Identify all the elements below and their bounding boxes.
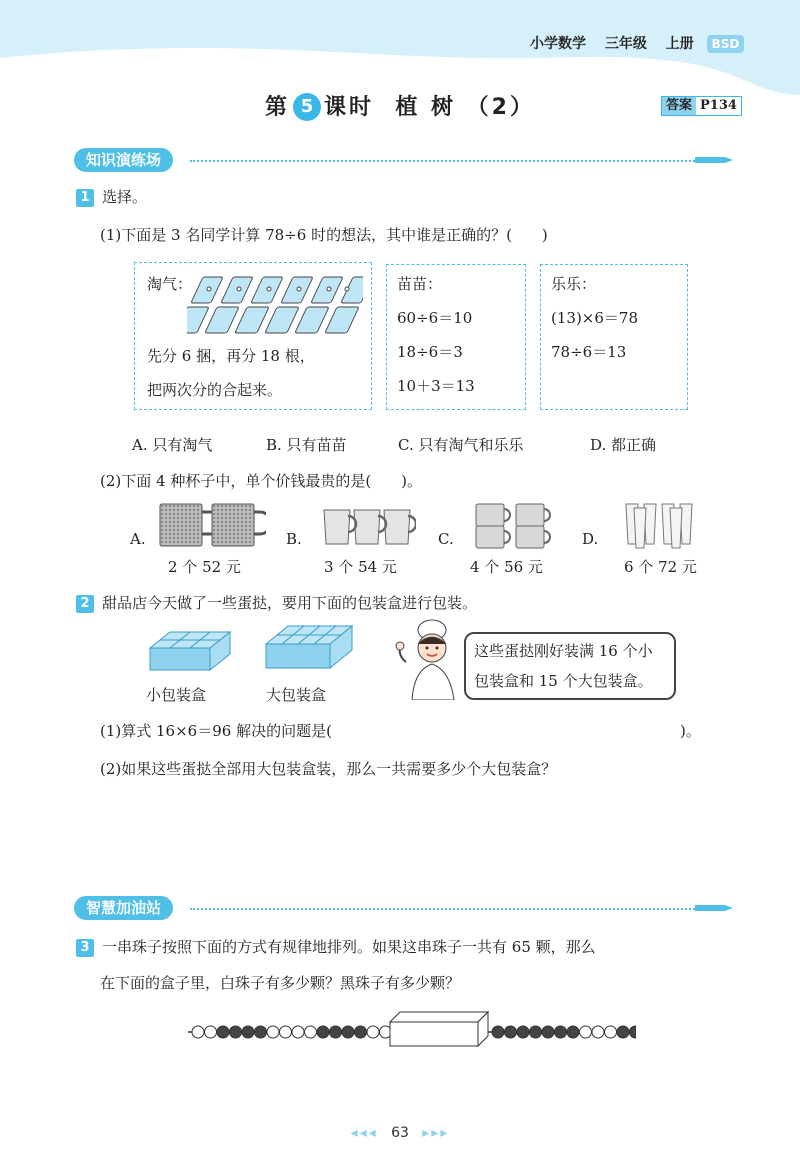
q2-stem xyxy=(76,592,477,613)
option-d[interactable]: D. 都正确 xyxy=(590,436,657,454)
taoqi-box xyxy=(134,262,372,410)
black-bead xyxy=(630,1026,637,1038)
black-bead xyxy=(530,1026,542,1038)
q3-line2: 在下面的盒子里，白珠子有多少颗？黑珠子有多少颗？ xyxy=(100,974,461,992)
q2-part2: (2)如果这些蛋挞全部用大包装盒装，那么一共需要多少个大包装盒？ xyxy=(100,760,557,778)
black-bead xyxy=(355,1026,367,1038)
mug-c-illustration xyxy=(470,500,562,552)
white-bead xyxy=(205,1026,217,1038)
q1-part1: (1)下面是 3 名同学计算 78÷6 时的想法，其中谁是正确的？( ) xyxy=(100,226,548,244)
lele-eq2: 78÷6＝13 xyxy=(551,343,627,361)
miaomiao-eq1: 60÷6＝10 xyxy=(397,309,473,327)
mug-b-illustration xyxy=(320,504,416,550)
q2-part1-end: )。 xyxy=(680,722,701,740)
cup-option-b-letter[interactable]: B. xyxy=(286,530,302,548)
white-bead xyxy=(367,1026,379,1038)
miaomiao-name: 苗苗： xyxy=(397,275,443,293)
option-a[interactable]: A. 只有淘气 xyxy=(132,436,213,454)
white-bead xyxy=(592,1026,604,1038)
cup-option-d-letter[interactable]: D. xyxy=(582,530,599,548)
small-box-illustration xyxy=(146,628,232,674)
black-bead xyxy=(342,1026,354,1038)
section-tag-advanced: 智慧加油站 xyxy=(74,896,173,920)
q2-number: 2 xyxy=(76,595,94,613)
hidden-box xyxy=(390,1012,488,1046)
black-bead xyxy=(555,1026,567,1038)
speech-bubble xyxy=(464,632,676,700)
small-box-label: 小包装盒 xyxy=(146,686,207,704)
section-tag-practice: 知识演练场 xyxy=(74,148,173,172)
lele-box xyxy=(540,264,688,410)
glasses-d-illustration xyxy=(616,500,708,552)
header-subject: 小学数学 xyxy=(530,36,586,52)
q1-stem xyxy=(76,186,147,207)
black-bead xyxy=(517,1026,529,1038)
white-bead xyxy=(305,1026,317,1038)
page-number: 63 xyxy=(391,1125,409,1141)
black-bead xyxy=(330,1026,342,1038)
white-bead xyxy=(192,1026,204,1038)
bubble-line2: 包装盒和 15 个大包装盒。 xyxy=(474,672,653,690)
mug-a-illustration xyxy=(156,500,266,550)
title-topic: 植 树 （2） xyxy=(395,95,535,120)
white-bead xyxy=(267,1026,279,1038)
cup-b-price: 3 个 54 元 xyxy=(324,558,397,576)
black-bead xyxy=(492,1026,504,1038)
large-box-label: 大包装盒 xyxy=(266,686,327,704)
q1-number: 1 xyxy=(76,189,94,207)
bead-string-illustration xyxy=(188,1008,636,1050)
black-bead xyxy=(242,1026,254,1038)
black-bead xyxy=(217,1026,229,1038)
taoqi-name: 淘气： xyxy=(147,275,193,293)
cup-option-a-letter[interactable]: A. xyxy=(130,530,146,548)
q2-stem-text: 甜品店今天做了一些蛋挞，要用下面的包装盒进行包装。 xyxy=(102,594,478,612)
miaomiao-eq3: 10＋3＝13 xyxy=(397,377,475,395)
cup-c-price: 4 个 56 元 xyxy=(470,558,543,576)
lele-eq1: (13)×6＝78 xyxy=(551,309,638,327)
q1-stem-text: 选择。 xyxy=(102,188,148,206)
white-bead xyxy=(605,1026,617,1038)
answer-reference[interactable] xyxy=(661,96,742,116)
black-bead xyxy=(317,1026,329,1038)
white-bead xyxy=(580,1026,592,1038)
title-prefix: 第 xyxy=(265,95,291,120)
section-divider-2 xyxy=(190,908,695,910)
miaomiao-eq2: 18÷6＝3 xyxy=(397,343,463,361)
bubble-line1: 这些蛋挞刚好装满 16 个小 xyxy=(474,642,653,660)
q1-part2: (2)下面 4 种杯子中，单个价钱最贵的是( )。 xyxy=(100,472,423,490)
taoqi-line1: 先分 6 捆，再分 18 根， xyxy=(147,347,315,365)
sticks-bundle-illustration xyxy=(187,269,363,339)
answer-label: 答案 xyxy=(662,97,696,115)
black-bead xyxy=(230,1026,242,1038)
miaomiao-box xyxy=(386,264,526,410)
black-bead xyxy=(542,1026,554,1038)
cup-option-c-letter[interactable]: C. xyxy=(438,530,454,548)
black-bead xyxy=(255,1026,267,1038)
lele-name: 乐乐： xyxy=(551,275,597,293)
large-box-illustration xyxy=(262,622,354,674)
cup-a-price: 2 个 52 元 xyxy=(168,558,241,576)
white-bead xyxy=(280,1026,292,1038)
q2-part1: (1)算式 16×6＝96 解决的问题是( xyxy=(100,722,332,740)
option-c[interactable]: C. 只有淘气和乐乐 xyxy=(398,436,524,454)
footer-left-arrows: ◂◂◂ xyxy=(350,1125,378,1141)
page-footer xyxy=(0,1125,800,1141)
black-bead xyxy=(617,1026,629,1038)
header-volume: 上册 xyxy=(665,36,694,52)
section-divider xyxy=(190,160,695,162)
header-grade: 三年级 xyxy=(604,36,647,52)
black-bead xyxy=(505,1026,517,1038)
chef-girl-illustration xyxy=(388,616,468,700)
option-b[interactable]: B. 只有苗苗 xyxy=(266,436,347,454)
header-info xyxy=(530,33,758,53)
lesson-number-badge: 5 xyxy=(293,93,321,121)
taoqi-line2: 把两次分的合起来。 xyxy=(147,381,283,399)
cup-d-price: 6 个 72 元 xyxy=(624,558,697,576)
white-bead xyxy=(292,1026,304,1038)
pencil-icon xyxy=(695,902,735,914)
answer-page: P134 xyxy=(700,98,737,113)
black-bead xyxy=(567,1026,579,1038)
q3-number: 3 xyxy=(76,939,94,957)
footer-right-arrows: ▸▸▸ xyxy=(422,1125,450,1141)
q3-line1-text: 一串珠子按照下面的方式有规律地排列。如果这串珠子一共有 65 颗，那么 xyxy=(102,938,596,956)
title-suffix: 课时 xyxy=(324,95,375,120)
q3-line1 xyxy=(76,936,596,957)
pencil-icon xyxy=(695,154,735,166)
edition-badge: BSD xyxy=(707,35,745,53)
